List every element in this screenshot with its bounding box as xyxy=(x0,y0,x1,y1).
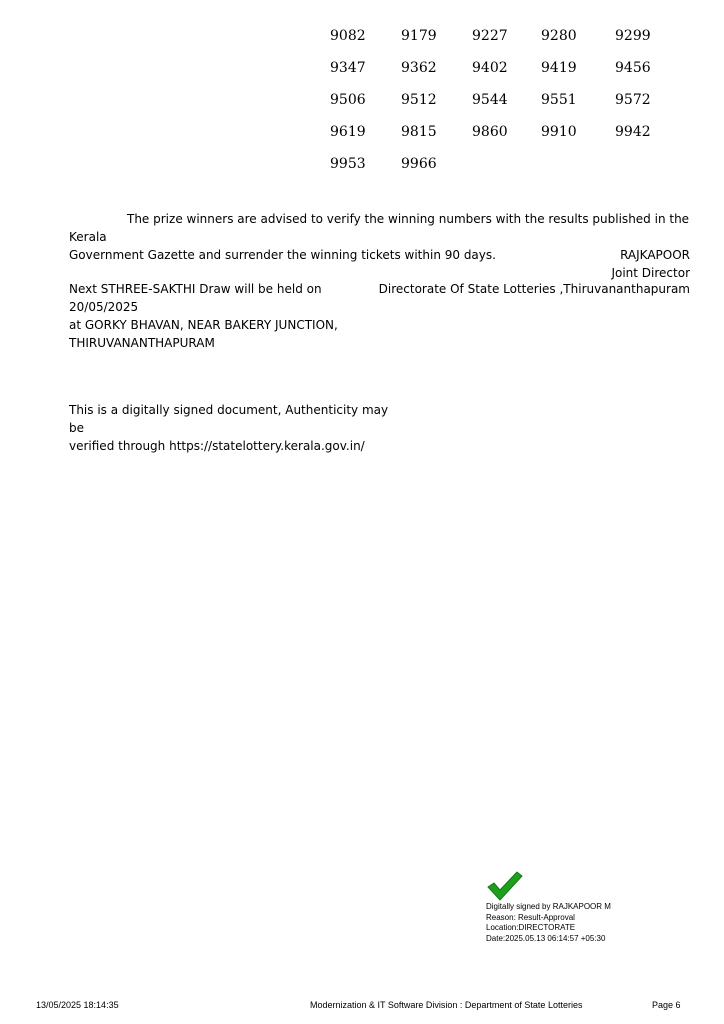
number-row xyxy=(330,28,670,60)
advisory-line-2: Government Gazette and surrender the winning tickets within 90 days. xyxy=(69,248,496,262)
signature-line-1: Digitally signed by RAJKAPOOR M xyxy=(486,902,611,911)
digital-signature-block xyxy=(486,870,686,944)
signer-block xyxy=(611,246,690,282)
winning-number: 9280 xyxy=(541,28,577,44)
winning-number: 9572 xyxy=(615,92,651,108)
winning-number: 9544 xyxy=(472,92,508,108)
winning-number: 9815 xyxy=(401,124,437,140)
winning-number: 9402 xyxy=(472,60,508,76)
digital-signature-notice xyxy=(69,401,399,455)
winning-number: 9860 xyxy=(472,124,508,140)
number-row xyxy=(330,60,670,92)
winning-number: 9506 xyxy=(330,92,366,108)
number-row xyxy=(330,156,670,188)
next-draw-line-2: at GORKY BHAVAN, NEAR BAKERY JUNCTION, xyxy=(69,318,338,332)
winning-number: 9619 xyxy=(330,124,366,140)
winning-number: 9419 xyxy=(541,60,577,76)
digital-notice-line-2: verified through https://statelottery.kerala.gov.in/ xyxy=(69,439,365,453)
winning-number: 9362 xyxy=(401,60,437,76)
advisory-paragraph xyxy=(69,210,694,264)
winning-number: 9942 xyxy=(615,124,651,140)
winning-number: 9227 xyxy=(472,28,508,44)
winning-numbers-grid xyxy=(330,28,670,188)
winning-number: 9299 xyxy=(615,28,651,44)
footer-page-number: Page 6 xyxy=(652,1000,681,1010)
signer-title: Joint Director xyxy=(611,266,690,280)
next-draw-line-3: THIRUVANANTHAPURAM xyxy=(69,336,215,350)
winning-number: 9082 xyxy=(330,28,366,44)
winning-number: 9953 xyxy=(330,156,366,172)
signature-line-4: Date:2025.05.13 06:14:57 +05:30 xyxy=(486,933,606,943)
winning-number: 9347 xyxy=(330,60,366,76)
number-row xyxy=(330,92,670,124)
winning-number: 9966 xyxy=(401,156,437,172)
signer-name: RAJKAPOOR xyxy=(620,248,690,262)
signature-line-3: Location:DIRECTORATE xyxy=(486,923,576,932)
winning-number: 9551 xyxy=(541,92,577,108)
signature-line-2: Reason: Result-Approval xyxy=(486,912,575,922)
winning-number: 9910 xyxy=(541,124,577,140)
number-row xyxy=(330,124,670,156)
digital-notice-line-1: This is a digitally signed document, Authenticity may be xyxy=(69,403,389,435)
next-draw-notice xyxy=(69,280,389,352)
footer-department: Modernization & IT Software Division : Department of State Lotteries xyxy=(310,1000,583,1010)
winning-number: 9512 xyxy=(401,92,437,108)
winning-number: 9456 xyxy=(615,60,651,76)
advisory-line-1: The prize winners are advised to verify the winning numbers with the results published in the Kerala xyxy=(69,212,690,244)
footer-timestamp: 13/05/2025 18:14:35 xyxy=(36,1000,119,1010)
next-draw-line-1: Next STHREE-SAKTHI Draw will be held on 20/05/2025 xyxy=(69,282,322,314)
signer-office: Directorate Of State Lotteries ,Thiruvananthapuram xyxy=(378,282,690,296)
green-checkmark-icon xyxy=(486,870,524,902)
winning-number: 9179 xyxy=(401,28,437,44)
signature-details xyxy=(486,902,686,944)
